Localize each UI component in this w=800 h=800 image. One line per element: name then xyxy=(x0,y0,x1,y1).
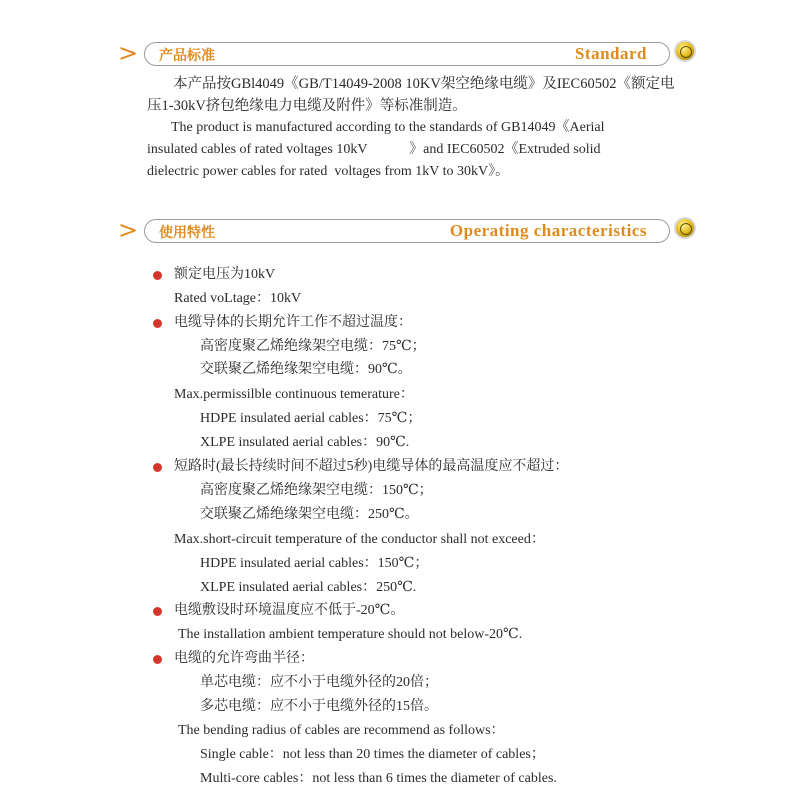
section-title-cn: 产品标准 xyxy=(159,48,215,64)
section-title-bar xyxy=(144,219,670,243)
paragraph-line: 本产品按GBl4049《GB/T14049-2008 10KV架空绝缘电缆》及IEC60502《额定电 xyxy=(173,76,675,92)
rated-voltage-en: Rated voLtage：10kV xyxy=(174,291,302,306)
chevron-right-icon: > xyxy=(118,39,139,67)
short-circuit-cn: 短路时(最长持续时间不超过5秒)电缆导体的最高温度应不超过： xyxy=(174,459,569,474)
bullet-icon xyxy=(153,319,162,328)
short-circuit-hdpe-cn: 高密度聚乙烯绝缘架空电缆：150℃； xyxy=(200,483,433,498)
short-circuit-hdpe-en: HDPE insulated aerial cables：150℃； xyxy=(200,556,429,571)
gold-badge-icon xyxy=(676,219,694,237)
chevron-right-icon: > xyxy=(118,216,139,244)
standard-paragraph-en xyxy=(147,117,675,183)
bending-cn: 电缆的允许弯曲半径： xyxy=(174,651,314,666)
bullet-icon xyxy=(153,655,162,664)
max-temp-hdpe-en: HDPE insulated aerial cables：75℃； xyxy=(200,411,422,426)
max-temp-hdpe-cn: 高密度聚乙烯绝缘架空电缆：75℃； xyxy=(200,339,426,354)
short-circuit-xlpe-cn: 交联聚乙烯绝缘架空电缆：250℃。 xyxy=(200,507,419,522)
max-temp-cn: 电缆导体的长期允许工作不超过温度： xyxy=(174,315,412,330)
max-temp-xlpe-en: XLPE insulated aerial cables：90℃. xyxy=(200,435,410,450)
paragraph-line: 压1-30kV挤包绝缘电力电缆及附件》等标准制造。 xyxy=(147,98,467,114)
paragraph-line: insulated cables of rated voltages 10kV 》and IEC60502《Extruded solid xyxy=(147,142,601,157)
bullet-icon xyxy=(153,271,162,280)
section-header-operating xyxy=(118,216,708,245)
bending-multi-cn: 多芯电缆：应不小于电缆外径的15倍。 xyxy=(200,699,438,714)
section-header-standard xyxy=(118,39,708,68)
short-circuit-xlpe-en: XLPE insulated aerial cables：250℃. xyxy=(200,580,417,595)
install-temp-cn: 电缆敷设时环境温度应不低于-20℃。 xyxy=(174,603,405,618)
section-title-en: Standard xyxy=(574,44,647,63)
max-temp-xlpe-cn: 交联聚乙烯绝缘架空电缆：90℃。 xyxy=(200,362,412,377)
bending-single-cn: 单芯电缆：应不小于电缆外径的20倍； xyxy=(200,675,438,690)
install-temp-en: The installation ambient temperature should not below-20℃. xyxy=(178,627,523,642)
paragraph-line: The product is manufactured according to the standards of GB14049《Aerial xyxy=(171,120,605,135)
section-title-bar xyxy=(144,42,670,66)
max-temp-en: Max.permissilble continuous temerature： xyxy=(174,387,414,402)
rated-voltage-cn: 额定电压为10kV xyxy=(174,267,276,282)
paragraph-line: dielectric power cables for rated voltages from 1kV to 30kV》。 xyxy=(147,164,510,179)
bullet-icon xyxy=(153,607,162,616)
bending-en: The bending radius of cables are recommend as follows： xyxy=(178,723,505,738)
short-circuit-en: Max.short-circuit temperature of the conductor shall not exceed： xyxy=(174,532,545,547)
section-title-en: Operating characteristics xyxy=(449,221,647,240)
bullet-icon xyxy=(153,463,162,472)
standard-paragraph-cn xyxy=(147,73,677,117)
section-title-cn: 使用特性 xyxy=(159,225,215,241)
gold-badge-icon xyxy=(676,42,694,60)
bending-multi-en: Multi-core cables：not less than 6 times the diameter of cables. xyxy=(200,771,557,786)
bending-single-en: Single cable：not less than 20 times the diameter of cables； xyxy=(200,747,545,762)
